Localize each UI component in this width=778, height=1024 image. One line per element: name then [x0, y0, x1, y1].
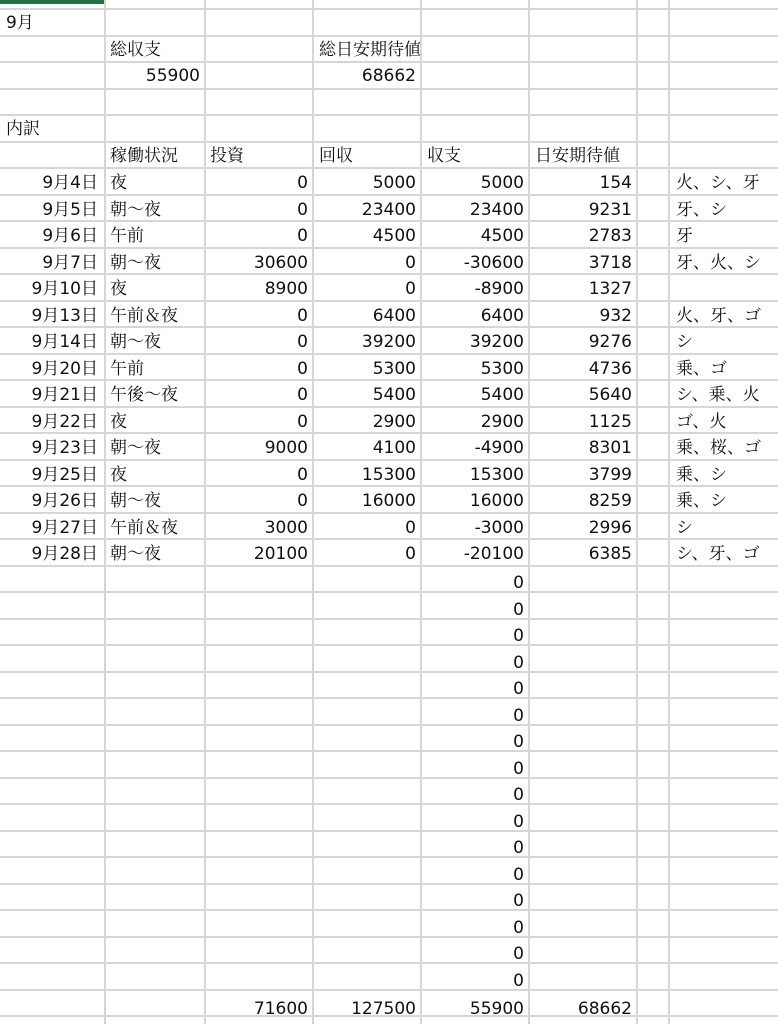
- row-balance[interactable]: 16000: [469, 491, 524, 511]
- grid-row-line: [0, 697, 778, 699]
- grid-row-line: [0, 432, 778, 434]
- grid-row-line: [0, 88, 778, 90]
- empty-row-balance[interactable]: 0: [513, 785, 524, 805]
- grid-row-line: [0, 512, 778, 514]
- grid-row-line: [0, 220, 778, 222]
- grid-row-line: [0, 167, 778, 169]
- row-invest[interactable]: 9000: [264, 438, 308, 458]
- row-notes[interactable]: 乗、ゴ: [676, 359, 727, 379]
- row-invest[interactable]: 20100: [253, 544, 308, 564]
- row-status[interactable]: 朝～夜: [110, 200, 161, 220]
- header-status[interactable]: 稼働状況: [110, 146, 178, 166]
- row-recover[interactable]: 6400: [372, 306, 416, 326]
- row-date[interactable]: 9月13日: [31, 306, 98, 326]
- grid-row-line: [0, 803, 778, 805]
- row-expected[interactable]: 1125: [588, 412, 632, 432]
- grid-row-line: [0, 962, 778, 964]
- row-recover[interactable]: 39200: [361, 332, 416, 352]
- row-status[interactable]: 夜: [110, 279, 127, 299]
- empty-row-balance[interactable]: 0: [513, 626, 524, 646]
- row-notes[interactable]: 牙、火、シ: [676, 253, 761, 273]
- total-expected[interactable]: 68662: [577, 999, 632, 1019]
- row-date[interactable]: 9月4日: [42, 173, 98, 193]
- row-date[interactable]: 9月20日: [31, 359, 98, 379]
- row-expected[interactable]: 4736: [588, 359, 632, 379]
- empty-row-balance[interactable]: 0: [513, 891, 524, 911]
- row-recover[interactable]: 5000: [372, 173, 416, 193]
- empty-row-balance[interactable]: 0: [513, 706, 524, 726]
- grid-row-line: [0, 35, 778, 37]
- grid-row-line: [0, 61, 778, 63]
- grid-row-line: [0, 114, 778, 116]
- row-recover[interactable]: 0: [405, 518, 416, 538]
- grid-row-line: [0, 353, 778, 355]
- grid-row-line: [0, 538, 778, 540]
- grid-row-line: [0, 379, 778, 381]
- row-recover[interactable]: 0: [405, 253, 416, 273]
- row-invest[interactable]: 8900: [264, 279, 308, 299]
- row-balance[interactable]: 5300: [480, 359, 524, 379]
- empty-row-balance[interactable]: 0: [513, 971, 524, 991]
- row-expected[interactable]: 6385: [588, 544, 632, 564]
- row-status[interactable]: 午前: [110, 359, 144, 379]
- row-date[interactable]: 9月22日: [31, 412, 98, 432]
- row-expected[interactable]: 9276: [588, 332, 632, 352]
- active-cell-indicator: [0, 0, 104, 4]
- row-status[interactable]: 夜: [110, 173, 127, 193]
- row-balance[interactable]: 39200: [469, 332, 524, 352]
- row-invest[interactable]: 0: [297, 200, 308, 220]
- row-date[interactable]: 9月27日: [31, 518, 98, 538]
- row-notes[interactable]: シ: [676, 332, 693, 352]
- header-balance[interactable]: 収支: [427, 146, 461, 166]
- row-balance[interactable]: 4500: [480, 226, 524, 246]
- row-recover[interactable]: 5300: [372, 359, 416, 379]
- row-notes[interactable]: 牙、シ: [676, 200, 727, 220]
- row-expected[interactable]: 1327: [588, 279, 632, 299]
- grid-row-line: [0, 671, 778, 673]
- header-expected[interactable]: 日安期待値: [535, 146, 620, 166]
- row-expected[interactable]: 932: [599, 306, 632, 326]
- row-expected[interactable]: 154: [599, 173, 632, 193]
- grid-row-line: [0, 300, 778, 302]
- row-recover[interactable]: 4100: [372, 438, 416, 458]
- row-expected[interactable]: 2783: [588, 226, 632, 246]
- grid-row-line: [0, 326, 778, 328]
- row-expected[interactable]: 8301: [588, 438, 632, 458]
- row-status[interactable]: 午前＆夜: [110, 306, 178, 326]
- grid-row-line: [0, 8, 778, 10]
- empty-row-balance[interactable]: 0: [513, 838, 524, 858]
- grid-row-line: [0, 618, 778, 620]
- total-expected-value[interactable]: 68662: [361, 66, 416, 86]
- empty-row-balance[interactable]: 0: [513, 732, 524, 752]
- row-status[interactable]: 夜: [110, 465, 127, 485]
- row-invest[interactable]: 0: [297, 359, 308, 379]
- row-date[interactable]: 9月6日: [42, 226, 98, 246]
- row-recover[interactable]: 15300: [361, 465, 416, 485]
- row-invest[interactable]: 30600: [253, 253, 308, 273]
- empty-row-balance[interactable]: 0: [513, 918, 524, 938]
- row-notes[interactable]: 乗、シ: [676, 465, 727, 485]
- row-notes[interactable]: 火、牙、ゴ: [676, 306, 761, 326]
- row-notes[interactable]: シ: [676, 518, 693, 538]
- row-notes[interactable]: 火、シ、牙: [676, 173, 760, 193]
- grid-row-line: [0, 724, 778, 726]
- row-balance[interactable]: 15300: [469, 465, 524, 485]
- empty-row-balance[interactable]: 0: [513, 944, 524, 964]
- row-date[interactable]: 9月14日: [31, 332, 98, 352]
- row-expected[interactable]: 9231: [588, 200, 632, 220]
- row-expected[interactable]: 3718: [588, 253, 632, 273]
- empty-row-balance[interactable]: 0: [513, 865, 524, 885]
- row-status[interactable]: 朝～夜: [110, 438, 161, 458]
- grid-row-line: [0, 565, 778, 567]
- grid-row-line: [0, 777, 778, 779]
- grid-row-line: [0, 909, 778, 911]
- grid-row-line: [0, 273, 778, 275]
- grid-row-line: [0, 644, 778, 646]
- total-invest[interactable]: 71600: [253, 999, 308, 1019]
- row-expected[interactable]: 5640: [588, 385, 632, 405]
- row-status[interactable]: 朝～夜: [110, 544, 161, 564]
- grid-row-line: [0, 936, 778, 938]
- total-recover[interactable]: 127500: [351, 999, 416, 1019]
- grid-row-line: [0, 830, 778, 832]
- grid-row-line: [0, 1015, 778, 1017]
- row-balance[interactable]: 5000: [480, 173, 524, 193]
- grid-row-line: [0, 883, 778, 885]
- row-invest[interactable]: 0: [297, 412, 308, 432]
- total-balance-value[interactable]: 55900: [145, 66, 200, 86]
- row-invest[interactable]: 0: [297, 332, 308, 352]
- row-balance[interactable]: 5400: [480, 385, 524, 405]
- row-invest[interactable]: 0: [297, 385, 308, 405]
- row-date[interactable]: 9月23日: [31, 438, 98, 458]
- grid-row-line: [0, 459, 778, 461]
- row-status[interactable]: 朝～夜: [110, 253, 161, 273]
- row-notes[interactable]: シ、乗、火: [676, 385, 760, 405]
- row-balance[interactable]: 2900: [480, 412, 524, 432]
- row-notes[interactable]: 牙: [676, 226, 693, 246]
- row-date[interactable]: 9月26日: [31, 491, 98, 511]
- row-notes[interactable]: [676, 276, 776, 302]
- empty-row-balance[interactable]: 0: [513, 679, 524, 699]
- breakdown-label[interactable]: 内訳: [6, 119, 40, 139]
- row-date[interactable]: 9月25日: [31, 465, 98, 485]
- row-date[interactable]: 9月28日: [31, 544, 98, 564]
- row-invest[interactable]: 0: [297, 226, 308, 246]
- row-notes[interactable]: シ、牙、ゴ: [676, 544, 760, 564]
- grid-row-line: [0, 591, 778, 593]
- header-recover[interactable]: 回収: [319, 146, 353, 166]
- grid-row-line: [0, 406, 778, 408]
- row-balance[interactable]: -30600: [463, 253, 524, 273]
- row-recover[interactable]: 0: [405, 544, 416, 564]
- row-date[interactable]: 9月5日: [42, 200, 98, 220]
- row-balance[interactable]: 6400: [480, 306, 524, 326]
- row-status[interactable]: 夜: [110, 412, 127, 432]
- row-invest[interactable]: 3000: [264, 518, 308, 538]
- row-balance[interactable]: 23400: [469, 200, 524, 220]
- row-status[interactable]: 午前＆夜: [110, 518, 178, 538]
- row-recover[interactable]: 16000: [361, 491, 416, 511]
- row-recover[interactable]: 23400: [361, 200, 416, 220]
- row-status[interactable]: 朝～夜: [110, 491, 161, 511]
- row-expected[interactable]: 3799: [588, 465, 632, 485]
- row-status[interactable]: 朝～夜: [110, 332, 161, 352]
- row-status[interactable]: 午後～夜: [110, 385, 178, 405]
- grid-row-line: [0, 750, 778, 752]
- row-status[interactable]: 午前: [110, 226, 144, 246]
- grid-row-line: [0, 485, 778, 487]
- row-balance[interactable]: -4900: [474, 438, 524, 458]
- row-recover[interactable]: 4500: [372, 226, 416, 246]
- row-date[interactable]: 9月7日: [42, 253, 98, 273]
- grid-row-line: [0, 989, 778, 991]
- grid-row-line: [0, 856, 778, 858]
- row-recover[interactable]: 2900: [372, 412, 416, 432]
- empty-row-balance[interactable]: 0: [513, 573, 524, 593]
- grid-row-line: [0, 141, 778, 143]
- row-invest[interactable]: 0: [297, 491, 308, 511]
- row-recover[interactable]: 0: [405, 279, 416, 299]
- total-balance-label[interactable]: 総収支: [110, 40, 161, 60]
- header-invest[interactable]: 投資: [210, 146, 244, 166]
- row-invest[interactable]: 0: [297, 173, 308, 193]
- row-date[interactable]: 9月21日: [31, 385, 98, 405]
- row-notes[interactable]: 乗、桜、ゴ: [676, 438, 761, 458]
- total-expected-label[interactable]: 総日安期待値: [319, 40, 421, 60]
- row-notes[interactable]: ゴ、火: [676, 412, 727, 432]
- row-balance[interactable]: -20100: [463, 544, 524, 564]
- row-balance[interactable]: -8900: [474, 279, 524, 299]
- row-notes[interactable]: 乗、シ: [676, 491, 727, 511]
- row-date[interactable]: 9月10日: [31, 279, 98, 299]
- grid-row-line: [0, 194, 778, 196]
- empty-row-balance[interactable]: 0: [513, 653, 524, 673]
- row-invest[interactable]: 0: [297, 306, 308, 326]
- row-recover[interactable]: 5400: [372, 385, 416, 405]
- row-expected[interactable]: 8259: [588, 491, 632, 511]
- empty-row-balance[interactable]: 0: [513, 759, 524, 779]
- grid-row-line: [0, 247, 778, 249]
- row-balance[interactable]: -3000: [474, 518, 524, 538]
- row-expected[interactable]: 2996: [588, 518, 632, 538]
- empty-row-balance[interactable]: 0: [513, 812, 524, 832]
- total-balance[interactable]: 55900: [469, 999, 524, 1019]
- month-label[interactable]: 9月: [6, 13, 34, 33]
- empty-row-balance[interactable]: 0: [513, 600, 524, 620]
- row-invest[interactable]: 0: [297, 465, 308, 485]
